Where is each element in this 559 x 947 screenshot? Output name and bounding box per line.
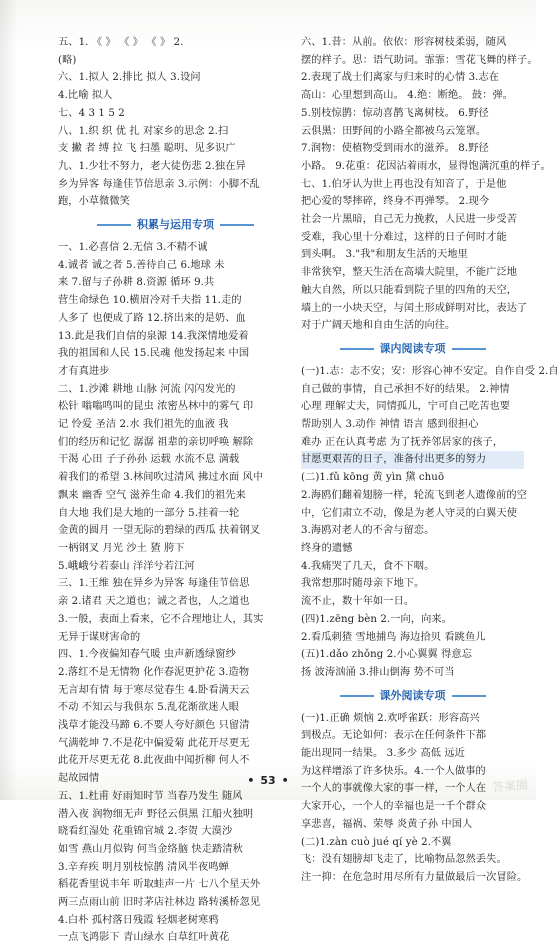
answer-line: 五、1.杜甫 好雨知时节 当春乃发生 随风 bbox=[58, 790, 243, 802]
answer-line: 五、1. 《 》 《 》 《 》 2. bbox=[58, 37, 184, 48]
heading-rule-right bbox=[220, 224, 254, 226]
answer-line: 3.海鸥对老人的不舍与留恋。 bbox=[301, 525, 435, 537]
answer-line: 七、1.伯牙认为世上再也没有知音了，于是他 bbox=[301, 178, 507, 190]
answer-line: 为这样增添了许多快乐。4.一个人做事的 bbox=[301, 765, 486, 777]
answer-line: 我常想那时随母亲下地下。 bbox=[301, 578, 425, 590]
answer-line: 终身的遗憾 bbox=[301, 542, 353, 554]
answer-line: (五)1.dǎo zhǒng 2.小心翼翼 得意忘 bbox=[301, 649, 472, 661]
answer-line: 潜入夜 润物细无声 野径云俱黑 江船火独明 bbox=[58, 808, 254, 820]
right-mid-answers-3 bbox=[301, 611, 524, 682]
answer-line: 小路。 9.花重：花因沾着雨水，显得饱满沉重的样子。 bbox=[301, 160, 551, 172]
answer-line: 3.一般，表面上看来，它不合理地让人，其实 bbox=[58, 613, 264, 625]
answer-line: 无言却有情 每于寒尽觉春生 4.卧看满天云 bbox=[58, 684, 250, 696]
answer-line: 支 撇 者 缚 拉 飞 扫墨 聪明、见多识广 bbox=[58, 143, 236, 155]
answer-line: 才有真进步 bbox=[58, 365, 110, 377]
answer-line: 三、1.王维 独在异乡为异客 每逢佳节倍思 bbox=[58, 578, 250, 590]
answer-line: 心理 理解丈夫，同情孤儿，宁可自己吃苦也要 bbox=[301, 401, 511, 413]
answer-line: 一个人的事就像大家的事一样，一个人在 bbox=[301, 783, 487, 795]
answer-line: 2.表现了战士们离家与归来时的心情 3.志在 bbox=[301, 72, 500, 84]
heading-rule-right bbox=[452, 348, 486, 350]
pinyin-answer-line: (二)1.fǔ kōng 黄 yìn 黛 chuō bbox=[301, 472, 445, 484]
answer-line: 人多了 也便成了路 12.挤出来的是奶、血 bbox=[58, 312, 246, 324]
answer-line: 触大自然，所以只能看到院子里的四角的天空， bbox=[301, 284, 518, 296]
answer-line: 此花开尽更无花 8.此夜曲中闻折柳 何人不 bbox=[58, 755, 250, 767]
right-mid-answers-2 bbox=[301, 487, 527, 611]
right-top-answers bbox=[301, 34, 551, 335]
answer-line: 流不止，数十年如一日。 bbox=[301, 596, 415, 608]
answer-line: 七、4 3 1 5 2 bbox=[58, 107, 125, 119]
answer-line: 两三点雨山前 旧时茅店社林边 路转溪桥忽见 bbox=[58, 897, 261, 909]
answer-line: 一柄钢叉 月光 沙土 猹 胯下 bbox=[58, 542, 185, 554]
answer-line: 六、1.拟人 2.排比 拟人 3.设问 bbox=[58, 72, 201, 84]
answer-line: 能出现同一结果。 3.多少 高低 远近 bbox=[301, 748, 465, 760]
left-bottom-answers bbox=[58, 239, 293, 947]
section-heading-accumulation bbox=[58, 213, 293, 237]
answer-line: 浅草才能没马蹄 6.不要人夸好颜色 只留清 bbox=[58, 720, 250, 732]
answer-line: 帮助别人 3.动作 神情 语言 感到很担心 bbox=[301, 419, 479, 431]
left-top-answers bbox=[58, 34, 293, 211]
answer-line: 二、1.沙滩 耕地 山脉 河流 闪闪发光的 bbox=[58, 383, 236, 395]
right-bottom-answers bbox=[301, 710, 528, 887]
section-heading-extracurricular-reading bbox=[301, 684, 524, 708]
section-heading-text: 积累与运用专项 bbox=[137, 218, 214, 232]
answer-line: 到头啊。 3."我"和朋友生活的天地里 bbox=[301, 249, 468, 261]
answer-line: 自大地 我们是大地的一部分 5.挂着一轮 bbox=[58, 507, 240, 519]
page-number-text: 53 bbox=[260, 773, 276, 787]
heading-rule-left bbox=[97, 224, 131, 226]
answer-line: 金黄的圆月 一望无际的碧绿的西瓜 扶着钢叉 bbox=[58, 525, 261, 537]
answer-line: (四)1.zēng bèn 2.一向，向来。 bbox=[301, 613, 452, 625]
binding-shadow bbox=[0, 0, 18, 800]
answer-line: 干渴 心田 子子孙孙 运载 水流不息 满载 bbox=[58, 454, 240, 466]
answer-line: 松针 嗡嗡鸣叫的昆虫 浓密丛林中的雾气 印 bbox=[58, 401, 254, 413]
answer-line: 5.峨峨兮若泰山 洋洋兮若江河 bbox=[58, 560, 195, 572]
answer-line: 注一抑：在危急时用尽所有力量做最后一次冒险。 bbox=[301, 871, 528, 883]
answer-line: 2.海鸥们翻着翅膀一样，轮流飞到老人遗像前的空 bbox=[301, 489, 527, 501]
answer-line: 九、1.少壮不努力，老大徒伤悲 2.独在异 bbox=[58, 160, 246, 172]
page-number-dot-right: • bbox=[281, 773, 289, 787]
page-number bbox=[0, 770, 536, 790]
answer-line: 乡为异客 每逢佳节倍思亲 3.示例：小脚不乱 bbox=[58, 178, 260, 190]
answer-line: 我的祖国和人民 15.民魂 他发扬起来 中国 bbox=[58, 348, 250, 360]
answer-line: 飘来 幽香 空气 滋养生命 4.我们的祖先来 bbox=[58, 489, 246, 501]
answer-line: 到极点。无论如何：表示在任何条件下都 bbox=[301, 730, 487, 742]
answer-line: (一)1.正确 烦恼 2.欢呼雀跃：形容高兴 bbox=[301, 712, 480, 724]
answer-line: 四、1.今夜偏知春气暖 虫声新透绿窗纱 bbox=[58, 649, 236, 661]
answer-line: 大家开心，一个人的幸福也是一千个群众 bbox=[301, 801, 487, 813]
answer-line: 如雪 燕山月似钩 何当金络脑 快走踏清秋 bbox=[58, 843, 243, 855]
answer-line: 着我们的希望 3.林间吹过清风 拂过水面 风中 bbox=[58, 472, 264, 484]
answer-line: 无异于谋财害命的 bbox=[58, 631, 141, 643]
answer-line: 5.别枝惊鹊：惊动喜鹊飞离树枝。 6.野径 bbox=[301, 107, 489, 119]
answer-line: 4.白朴 孤村落日残霞 轻烟老树寒鸦 bbox=[58, 914, 219, 926]
answer-line: 跑，小草微微笑 bbox=[58, 196, 131, 208]
answer-line: 八、1.织 织 优 扎 对家乡的思念 2.扫 bbox=[58, 125, 229, 137]
watermark-logo: 答案圈 bbox=[491, 777, 529, 795]
answer-line: 六、1.昔：从前。依依：形容树枝柔弱，随风 bbox=[301, 37, 507, 48]
answer-line: 4.我痛哭了几天，食不下咽。 bbox=[301, 560, 435, 572]
answer-line: 墙上的一小块天空，与闰土形成鲜明对比，表达了 bbox=[301, 302, 528, 314]
answer-line: 中，它们肃立不动，像是为老人守灵的白翼天使 bbox=[301, 507, 518, 519]
answer-line: 来 7.留与子孙耕 8.资源 循环 9.共 bbox=[58, 277, 215, 289]
answer-line: 高山：心里想到高山。 4.绝：断绝。 鼓：弹。 bbox=[301, 90, 514, 102]
answer-line: 亲 2.诸君 天之道也；诚之者也，人之道也 bbox=[58, 596, 250, 608]
heading-rule-left bbox=[340, 695, 374, 697]
section-heading-text: 课内阅读专项 bbox=[379, 342, 446, 356]
answer-line: 摆的样子。思：语气助词。霏霏：雪花飞舞的样子。 bbox=[301, 54, 538, 66]
section-heading-in-class-reading bbox=[301, 337, 524, 361]
answer-line: 一点飞鸿影下 青山绿水 白草红叶黄花 bbox=[58, 932, 230, 944]
answer-line: 难办 正在认真考虑 为了抚养邻居家的孩子， bbox=[301, 436, 504, 448]
answer-line: 非常狭窄，整天生活在高墙大院里，不能广泛地 bbox=[301, 267, 518, 279]
answer-line: 云俱黑：田野间的小路全都被乌云笼罩。 bbox=[301, 125, 487, 137]
answer-line: 营生命绿色 10.横眉冷对千夫指 11.走的 bbox=[58, 295, 242, 307]
answer-line: 自己做的事情，自己承担不好的结果。 2.神情 bbox=[301, 383, 510, 395]
answer-line: 13.此是我们自信的泉源 14.我深情地爱着 bbox=[58, 330, 249, 342]
answer-line: 4.比喻 拟人 bbox=[58, 90, 113, 102]
answer-line: 不动 不知云与我俱东 5.乱花渐欲迷人眼 bbox=[58, 702, 240, 714]
answer-line: 7.润物：使植物受到雨水的滋养。 8.野径 bbox=[301, 143, 489, 155]
answer-line: 享悲喜，福祸、荣辱 炎黄子孙 中国人 bbox=[301, 818, 473, 830]
answer-line: (略) bbox=[58, 54, 77, 66]
answer-line: (一)1.志：志不安；安：形容心神不安定。自作自受 2.自 bbox=[301, 365, 559, 377]
answer-line: 3.辛弃疾 明月别枝惊鹊 清风半夜鸣蝉 bbox=[58, 861, 229, 873]
section-heading-text: 课外阅读专项 bbox=[379, 688, 446, 702]
answer-line: 气满乾坤 7.不是花中偏爱菊 此花开尽更无 bbox=[58, 737, 250, 749]
answer-line: 晓看红湿处 花重锦官城 2.李贺 大漠沙 bbox=[58, 826, 233, 838]
page-number-dot-left: • bbox=[247, 773, 255, 787]
highlighted-answer-line: 甘愿更艰苦的日子，准备付出更多的努力 bbox=[301, 451, 524, 469]
answer-line: 受难，我心里十分难过，这样的日子何时才能 bbox=[301, 231, 507, 243]
answer-line: 对于广阔天地和自由生活的向往。 bbox=[301, 320, 456, 332]
answer-line: 一、1.必喜信 2.无信 3.不精不诚 bbox=[58, 242, 208, 254]
heading-rule-left bbox=[340, 348, 374, 350]
answer-line: 扬 波涛汹涌 3.排山倒海 势不可当 bbox=[301, 666, 455, 678]
answer-line: 2.落红不是无情物 化作春泥更护花 3.造物 bbox=[58, 666, 250, 678]
heading-rule-right bbox=[452, 695, 486, 697]
answer-line: 社会一片黑暗，自己无力挽救，人民进一步受苦 bbox=[301, 214, 518, 226]
answer-line: 们的经历和记忆 潺潺 祖辈的亲切呼唤 解除 bbox=[58, 436, 254, 448]
answer-line: 把心爱的琴摔碎，终身不再弹琴。 2.现今 bbox=[301, 196, 490, 208]
answer-line: 记 怜爱 圣洁 2.水 我们祖先的血液 我 bbox=[58, 419, 229, 431]
answer-line: 飞：没有翅膀却飞走了，比喻物品忽然丢失。 bbox=[301, 854, 507, 866]
answer-line: 4.诚者 诚之者 5.善待自己 6.地球 未 bbox=[58, 259, 225, 271]
answer-line: 起故园情 bbox=[58, 773, 100, 785]
answer-line: 2.看瓜刺猹 雪地捕鸟 海边拾贝 看跳鱼儿 bbox=[301, 631, 486, 643]
right-mid-answers bbox=[301, 363, 559, 452]
answer-line: (二)1.zàn cuò jué qí yè 2.不翼 bbox=[301, 836, 452, 848]
answer-line: 稻花香里说丰年 听取蛙声一片 七八个星天外 bbox=[58, 879, 261, 891]
